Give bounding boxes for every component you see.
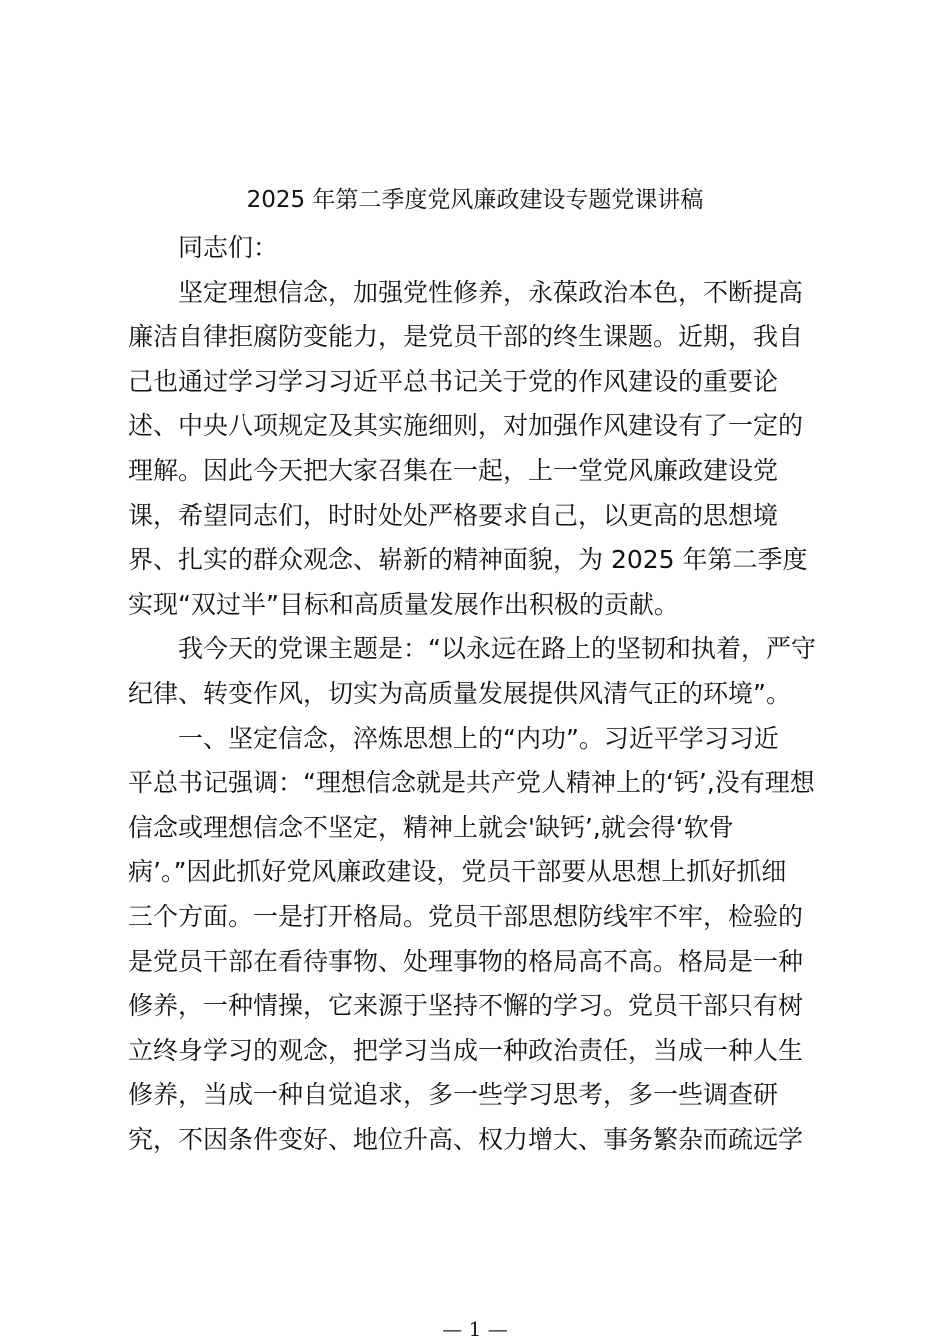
- paragraph-line: 纪律、转变作风，切实为高质量发展提供风清气正的环境”。: [128, 678, 791, 708]
- paragraph-line: 实现“双过半”目标和高质量发展作出积极的贡献。: [128, 589, 679, 619]
- paragraph-line: 我今天的党课主题是：“以永远在路上的坚韧和执着，严守: [178, 634, 816, 664]
- document-body: [128, 226, 833, 1162]
- document-title: 2025 年第二季度党风廉政建设专题党课讲稿: [246, 187, 704, 213]
- paragraph-line: 立终身学习的观念，把学习当成一种政治责任，当成一种人生: [128, 1035, 804, 1065]
- paragraph-line: 究，不因条件变好、地位升高、权力增大、事务繁杂而疏远学: [128, 1124, 804, 1154]
- paragraph-line: 修养，一种情操，它来源于坚持不懈的学习。党员干部只有树: [128, 991, 804, 1021]
- paragraph-line: 界、扎实的群众观念、崭新的精神面貌，为 2025 年第二季度: [128, 545, 808, 575]
- paragraph-line: 三个方面。一是打开格局。党员干部思想防线牢不牢，检验的: [128, 901, 804, 931]
- paragraph-line: 平总书记强调：“理想信念就是共产党人精神上的‘钙’,没有理想: [128, 768, 815, 798]
- paragraph-line: 廉洁自律拒腐防变能力，是党员干部的终生课题。近期，我自: [128, 322, 804, 352]
- paragraph-line: 己也通过学习学习习近平总书记关于党的作风建设的重要论: [128, 366, 779, 396]
- paragraph-line: 病’。”因此抓好党风廉政建设，党员干部要从思想上抓好抓细: [128, 857, 787, 887]
- page-number: — 1 —: [442, 1317, 508, 1341]
- salutation-line: 同志们：: [178, 233, 279, 262]
- paragraph-line: 修养，当成一种自觉追求，多一些学习思考，多一些调查研: [128, 1080, 779, 1110]
- paragraph-line: 是党员干部在看待事物、处理事物的格局高不高。格局是一种: [128, 946, 804, 976]
- paragraph-line: 一、坚定信念，淬炼思想上的“内功”。习近平学习习近: [178, 723, 779, 753]
- paragraph-line: 信念或理想信念不坚定，精神上就会'缺钙’,就会得‘软骨: [128, 812, 734, 842]
- paragraph-line: 理解。因此今天把大家召集在一起，上一堂党风廉政建设党: [128, 455, 779, 485]
- paragraph-line: 述、中央八项规定及其实施细则，对加强作风建设有了一定的: [128, 411, 804, 441]
- paragraph-line: 坚定理想信念，加强党性修养，永葆政治本色，不断提高: [178, 277, 804, 307]
- paragraph-line: 课，希望同志们，时时处处严格要求自己，以更高的思想境: [128, 500, 779, 530]
